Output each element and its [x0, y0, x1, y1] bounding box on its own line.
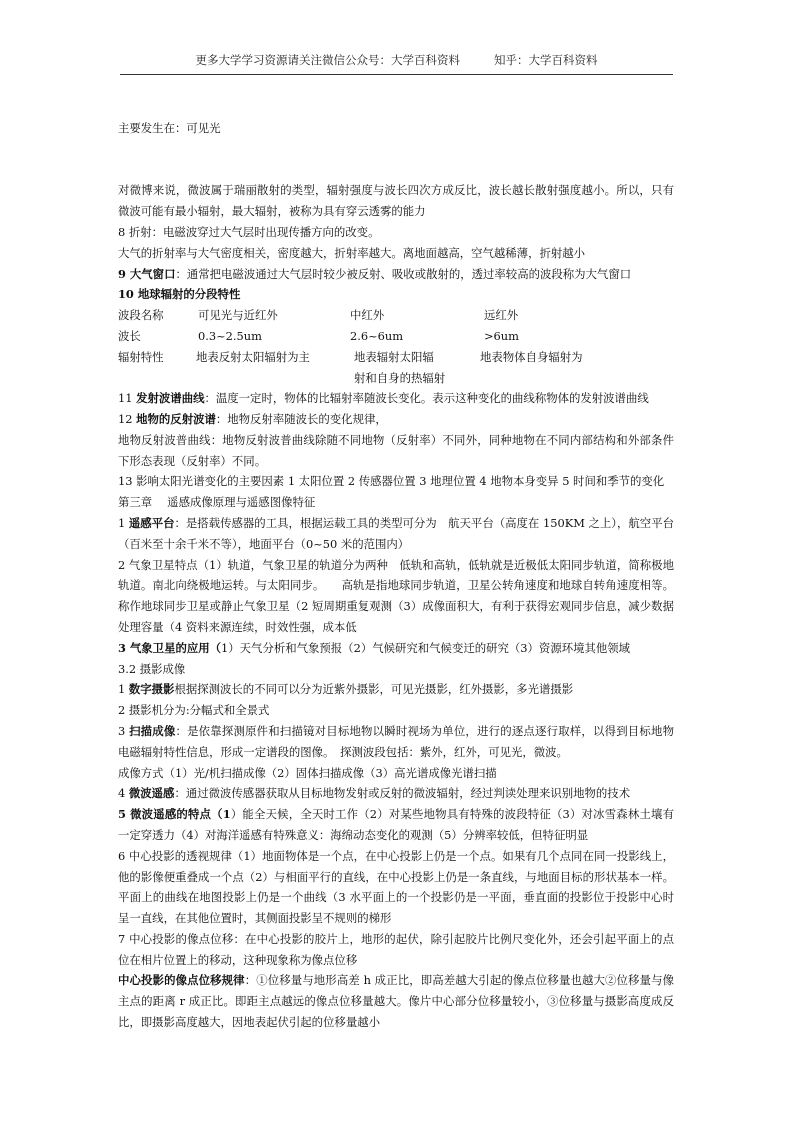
- table-row-label: 波长: [118, 328, 141, 343]
- chapter-heading: 第三章 遥感成像原理与遥感图像特征: [118, 495, 316, 510]
- paragraph: [118, 721, 674, 763]
- section-heading: 3.2 摄影成像: [118, 661, 186, 676]
- paragraph: 13 影响太阳光谱变化的主要因素 1 太阳位置 2 传感器位置 3 地理位置 4 地物本身变异 5 时间和季节的变化: [118, 474, 665, 489]
- paragraph: [118, 513, 674, 555]
- paragraph: 7 中心投影的像点位移：在中心投影的胶片上，地形的起伏，除引起胶片比例尺变化外，还会引起平面上的点位在相片位置上的移动，这种现象称为像点位移: [118, 931, 674, 967]
- table-row-label: 辐射特性: [118, 349, 164, 364]
- table-cell: 射和自身的热辐射: [354, 370, 446, 385]
- table-cell: >6um: [484, 328, 519, 343]
- text: ：温度一定时，物体的比辐射率随波长变化。表示这种变化的曲线称物体的发射波谱曲线: [204, 391, 649, 406]
- paragraph: [118, 970, 674, 1032]
- paragraph: 大气的折射率与大气密度相关，密度越大，折射率越大。离地面越高，空气越稀薄，折射越小: [118, 245, 586, 260]
- paragraph: [118, 638, 674, 659]
- paragraph: [118, 409, 674, 430]
- paragraph: [118, 679, 674, 700]
- page-header: [120, 52, 673, 68]
- text: ：地物反射率随波长的变化规律，: [215, 411, 387, 426]
- text: ：①位移量与地形高差 h 成正比，即高差越大引起的像点位移量也越大②位移量与像主点的距离 r 成正比。即距主点越远的像点位移量越大。像片中心部分位移量较小，③位移量与摄影高度成反比，即摄影高度越大，因地表起伏引起的位移量越小: [118, 973, 674, 1030]
- paragraph: 2 气象卫星特点（1）轨道，气象卫星的轨道分为两种 低轨和高轨，低轨就是近极低太阳同步轨道，简称极地轨道。南北向绕极地运转。与太阳同步。 高轨是指地球同步轨道，卫星公转角速度和地球自转角速度相等。称作地球同步卫星或静止气象卫星（2 短周期重复观测（3）成像面积大，有利于获得宏观同步信息，减少数据处理容量（4 资料来源连续，时效性强，成本低: [118, 557, 674, 634]
- table-header: 波段名称: [118, 308, 164, 323]
- table-header: 中红外: [350, 308, 385, 323]
- term: 5 微波遥感的特点（1: [118, 807, 231, 822]
- table-header: 远红外: [484, 308, 519, 323]
- term: 地物的反射波谱: [136, 411, 216, 426]
- table-header: 可见光与近红外: [198, 308, 278, 323]
- paragraph: 主要发生在：可见光: [118, 121, 221, 135]
- document-body: [118, 118, 674, 1033]
- paragraph: 8 折射：电磁波穿过大气层时出现传播方向的改变。: [118, 224, 380, 239]
- blank-line: [118, 160, 674, 181]
- paragraph: [118, 264, 674, 285]
- table-cell: 地表物体自身辐射为: [480, 349, 583, 364]
- text: ：是依靠探测原件和扫描镜对目标地物以瞬时视场为单位，进行的逐点逐行取样，以得到目标地物电磁辐射特性信息，形成一定谱段的图像。 探测波段包括：紫外，红外，可见光，微波。: [118, 723, 674, 759]
- paragraph: 地物反射波普曲线：地物反射波普曲线除随不同地物（反射率）不同外，同种地物在不同内部结构和外部条件下形态表现（反射率）不同。: [118, 432, 674, 468]
- paragraph: [118, 783, 674, 804]
- text: ）能全天候，全天时工作（2）对某些地物具有特殊的波段特征（3）对冰雪森林土壤有一定穿透力（4）对海洋遥感有特殊意义：海绵动态变化的观测（5）分辨率较低，但特征明显: [118, 807, 674, 842]
- paragraph: 对微博来说，微波属于瑞丽散射的类型，辐射强度与波长四次方成反比，波长越长散射强度越小。所以，只有微波可能有最小辐射，最大辐射，被称为具有穿云透雾的能力: [118, 183, 674, 219]
- number: 11: [118, 391, 137, 406]
- number: 1: [118, 682, 129, 697]
- text: ：是搭载传感器的工具，根据运载工具的类型可分为 航天平台（高度在 150KM 之上），航空平台（百米至十余千米不等），地面平台（0~50 米的范围内）: [118, 515, 674, 551]
- term: 数字摄影: [128, 682, 175, 697]
- paragraph: [118, 284, 674, 305]
- number: 4: [118, 786, 129, 801]
- paragraph: [118, 388, 674, 409]
- paragraph: 2 摄影机分为:分幅式和全景式: [118, 703, 270, 718]
- term: 扫描成像: [129, 723, 176, 738]
- term: 遥感平台: [128, 515, 175, 530]
- paragraph: 成像方式（1）光/机扫描成像（2）固体扫描成像（3）高光谱成像光谱扫描: [118, 765, 497, 780]
- term: 微波遥感: [128, 786, 175, 801]
- term: 3 气象卫星的应用（: [118, 640, 222, 655]
- number: 12: [118, 411, 137, 426]
- table-cell: 地表辐射太阳辐: [354, 349, 434, 364]
- table-cell: 0.3~2.5um: [198, 328, 262, 343]
- text: ：通过微波传感器获取从目标地物发射或反射的微波辐射，经过判读处理来识别地物的技术: [174, 786, 631, 801]
- radiation-band-table: [118, 305, 674, 388]
- paragraph: 6 中心投影的透视规律（1）地面物体是一个点，在中心投影上仍是一个点。如果有几个点同在同一投影线上，他的影像便重叠成一个点（2）与相面平行的直线，在中心投影上仍是一条直线，与地面目标的形状基本一样。平面上的曲线在地图投影上仍是一个曲线（3 水平面上的一个投影仍是一平面，垂直面的投影位于投影中心时呈一直线，在其他位置时，其侧面投影呈不规则的梯形: [118, 848, 674, 926]
- table-cell: 地表反射太阳辐射为主: [196, 349, 310, 364]
- term: 中心投影的像点位移规律: [118, 973, 245, 988]
- text: 1）天气分析和气象预报（2）气候研究和气候变迁的研究（3）资源环境其他领域: [221, 640, 631, 655]
- term: 发射波谱曲线: [136, 391, 205, 406]
- text: ：通常把电磁波通过大气层时较少被反射、吸收或散射的，透过率较高的波段称为大气窗口: [175, 266, 632, 281]
- paragraph: [118, 804, 674, 846]
- header-divider: [120, 74, 673, 75]
- table-cell: 2.6~6um: [350, 328, 404, 343]
- term: 9 大气窗口: [118, 266, 176, 281]
- number: 3: [118, 723, 130, 738]
- header-right-text: 知乎：大学百科资料: [494, 53, 598, 67]
- number: 1: [118, 515, 129, 530]
- blank-line: [118, 139, 674, 160]
- header-left-text: 更多大学学习资源请关注微信公众号：大学百科资料: [195, 53, 460, 67]
- text: 根据探测波长的不同可以分为近紫外摄影，可见光摄影，红外摄影，多光谱摄影: [174, 682, 574, 697]
- term: 10 地球辐射的分段特性: [118, 287, 241, 302]
